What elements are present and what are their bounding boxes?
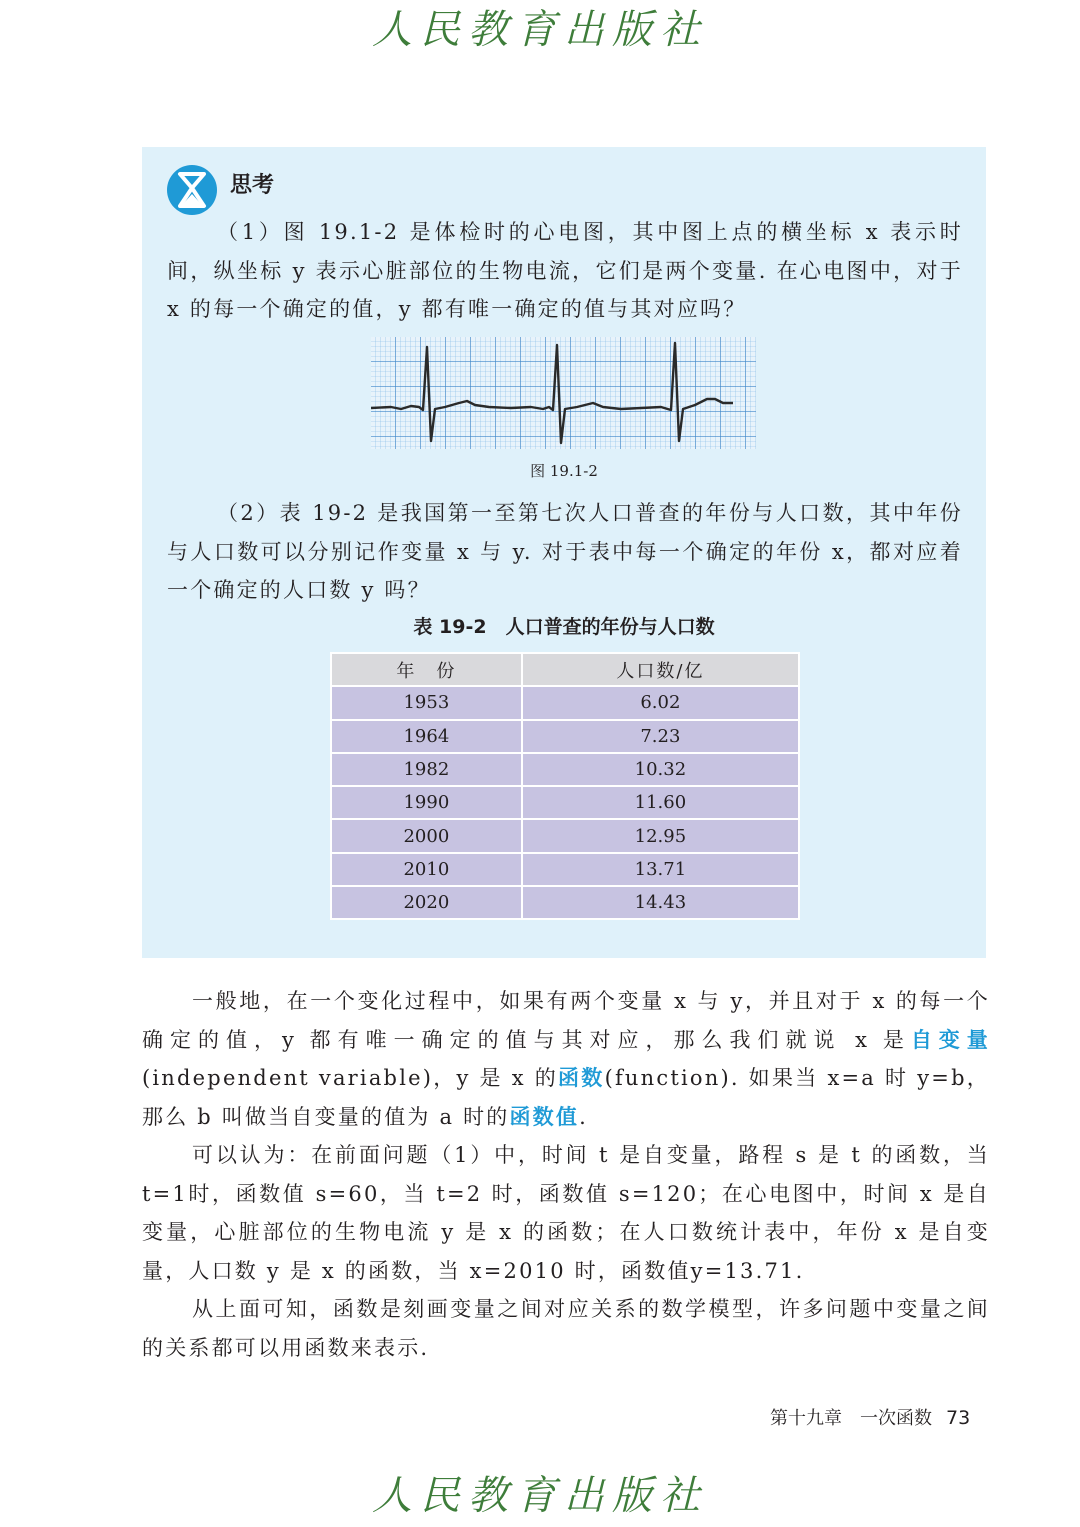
- publisher-logo-header: 人民教育出版社: [372, 7, 708, 53]
- population-cell: 6.02: [522, 686, 799, 719]
- header-population: 人口数/亿: [522, 653, 799, 686]
- year-cell: 2010: [331, 853, 522, 886]
- year-cell: 1990: [331, 786, 522, 819]
- definition-text-2: (independent variable)，y 是 x 的: [142, 1066, 558, 1090]
- think-box: [142, 147, 986, 958]
- table-row: [331, 720, 799, 753]
- summary-paragraph: 从上面可知，函数是刻画变量之间对应关系的数学模型，许多问题中变量之间的关系都可以用函数来表示.: [142, 1297, 990, 1360]
- definition-text-1: 一般地，在一个变化过程中，如果有两个变量 x 与 y，并且对于 x 的每一个确定的值，y 都有唯一确定的值与其对应，那么我们就说 x 是: [142, 989, 990, 1052]
- population-cell: 7.23: [522, 720, 799, 753]
- population-cell: 12.95: [522, 819, 799, 852]
- explanation-paragraph: 可以认为：在前面问题（1）中，时间 t 是自变量，路程 s 是 t 的函数，当 t=1时，函数值 s=60，当 t=2 时，函数值 s=120；在心电图中，时间 x 是自变量，心脏部位的生物电流 y 是 x 的函数；在人口数统计表中，年份 x 是自变量，人口数 y 是 x 的函数，当 x=2010 时，函数值y=13.71.: [142, 1143, 990, 1283]
- year-cell: 1953: [331, 686, 522, 719]
- year-cell: 2000: [331, 819, 522, 852]
- population-cell: 13.71: [522, 853, 799, 886]
- publisher-logo-footer: 人民教育出版社: [372, 1473, 708, 1519]
- definition-text-4: .: [579, 1104, 588, 1129]
- table-row: [331, 753, 799, 786]
- table-row: [331, 853, 799, 886]
- chapter-title: 第十九章 一次函数: [770, 1408, 932, 1429]
- keyword-independent-variable: 自变量: [910, 1027, 990, 1052]
- definition-text-3: (function). 如果当 x=a 时 y=b，那么 b 叫做当自变量的值为 a 时的: [142, 1066, 990, 1129]
- keyword-function-value: 函数值: [509, 1104, 580, 1129]
- ecg-figure: [371, 337, 756, 449]
- table-row: [331, 786, 799, 819]
- population-cell: 10.32: [522, 753, 799, 786]
- table-title: 表 19-2 人口普查的年份与人口数: [413, 616, 715, 638]
- table-header-row: [331, 653, 799, 686]
- page-footer: [770, 1404, 970, 1433]
- think-title: 思考: [230, 173, 275, 198]
- question-2: （2）表 19-2 是我国第一至第七次人口普查的年份与人口数，其中年份与人口数可以分别记作变量 x 与 y. 对于表中每一个确定的年份 x，都对应着一个确定的人口数 y 吗？: [167, 501, 963, 602]
- population-cell: 14.43: [522, 886, 799, 919]
- header-year: 年 份: [331, 653, 522, 686]
- page-number: 73: [946, 1407, 971, 1429]
- year-cell: 1982: [331, 753, 522, 786]
- question-1: （1）图 19.1-2 是体检时的心电图，其中图上点的横坐标 x 表示时间，纵坐标 y 表示心脏部位的生物电流，它们是两个变量. 在心电图中，对于 x 的每一个确定的值，y 都有唯一确定的值与其对应吗？: [167, 220, 963, 321]
- year-cell: 1964: [331, 720, 522, 753]
- table-row: [331, 686, 799, 719]
- main-text: [142, 982, 990, 1367]
- hourglass-icon: [166, 164, 218, 216]
- table-row: [331, 819, 799, 852]
- year-cell: 2020: [331, 886, 522, 919]
- definition-paragraph: [142, 982, 990, 1136]
- figure-caption: 图 19.1-2: [530, 462, 598, 480]
- keyword-function: 函数: [558, 1066, 605, 1090]
- population-cell: 11.60: [522, 786, 799, 819]
- population-table: [330, 652, 800, 920]
- table-row: [331, 886, 799, 919]
